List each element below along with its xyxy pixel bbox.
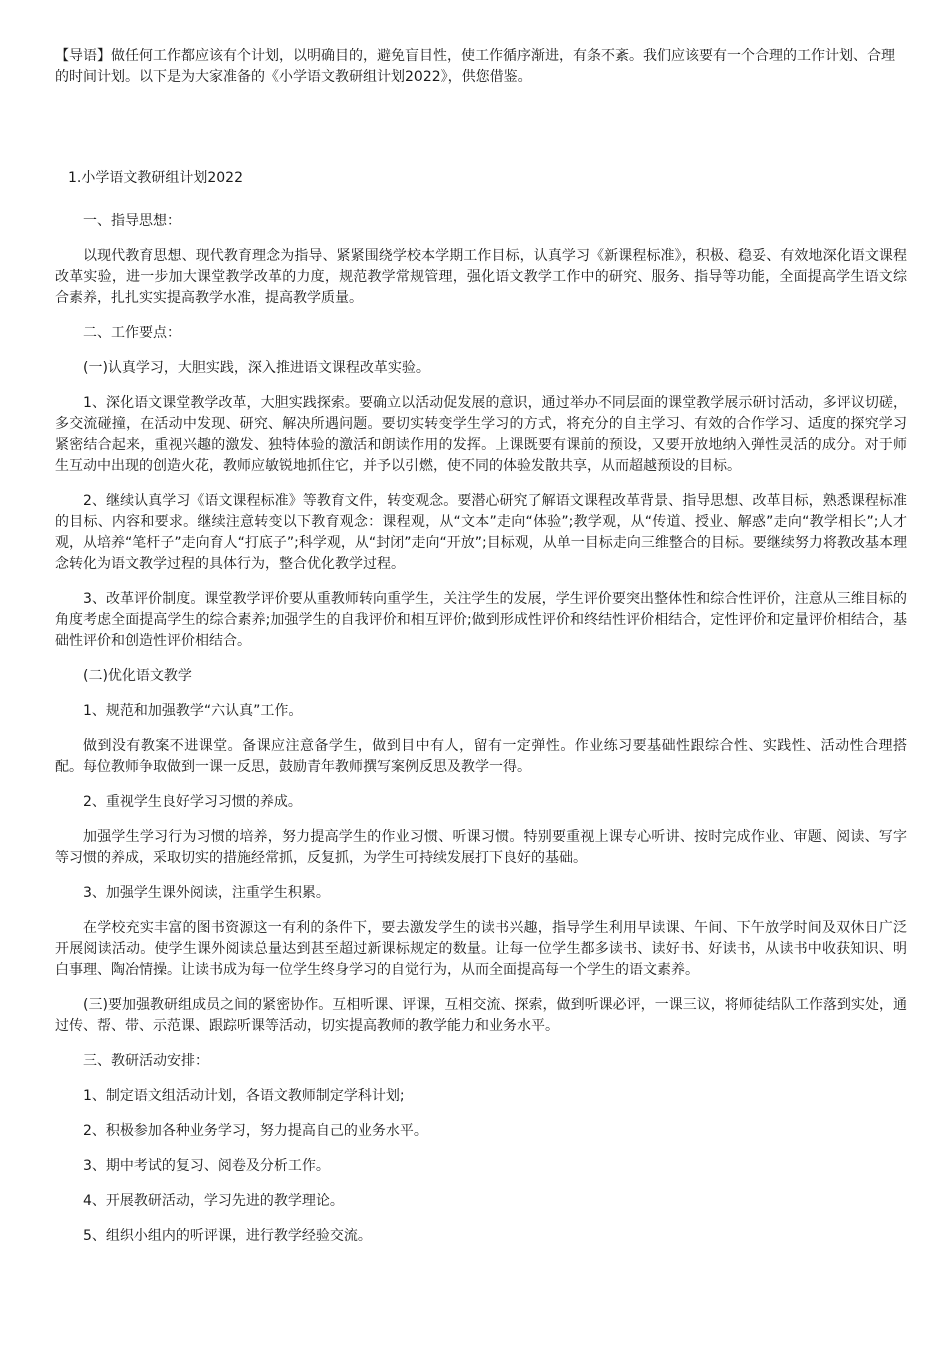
section-heading-work-points: 二、工作要点： (83, 325, 181, 341)
paragraph: 加强学生学习行为习惯的培养，努力提高学生的作业习惯、听课习惯。特别要重视上课专心听讲、按时完成作业、审题、阅读、写字等习惯的养成，采取切实的措施经常抓，反复抓，为学生可持续发展打下良好的基础。 (55, 829, 907, 866)
list-item: 3、期中考试的复习、阅卷及分析工作。 (83, 1158, 330, 1174)
document-body (55, 211, 907, 1261)
list-item: 4、开展教研活动，学习先进的教学理论。 (83, 1193, 344, 1209)
subsection-heading: (一)认真学习，大胆实践，深入推进语文课程改革实验。 (83, 360, 430, 376)
paragraph: 做到没有教案不进课堂。备课应注意备学生，做到目中有人，留有一定弹性。作业练习要基础性跟综合性、实践性、活动性合理搭配。每位教师争取做到一课一反思，鼓励青年教师撰写案例反思及教学一得。 (55, 738, 907, 775)
paragraph: (三)要加强教研组成员之间的紧密协作。互相听课、评课，互相交流、探索，做到听课必评，一课三议，将师徒结队工作落到实处，通过传、帮、带、示范课、跟踪听课等活动，切实提高教师的教学能力和业务水平。 (55, 997, 907, 1034)
paragraph: 以现代教育思想、现代教育理念为指导、紧紧围绕学校本学期工作目标，认真学习《新课程标准》，积极、稳妥、有效地深化语文课程改革实验，进一步加大课堂教学改革的力度，规范教学常规管理，强化语文教学工作中的研究、服务、指导等功能，全面提高学生语文综合素养，扎扎实实提高教学水准，提高教学质量。 (55, 248, 907, 306)
list-item: 5、组织小组内的听评课，进行教学经验交流。 (83, 1228, 372, 1244)
paragraph: 2、继续认真学习《语文课程标准》等教育文件，转变观念。要潜心研究了解语文课程改革背景、指导思想、改革目标，熟悉课程标准的目标、内容和要求。继续注意转变以下教育观念：课程观，从“文本”走向“体验”;教学观，从“传道、授业、解惑”走向“教学相长”;人才观，从培养“笔杆子”走向育人“打底子”;科学观，从“封闭”走向“开放”;目标观，从单一目标走向三维整合的目标。要继续努力将教改基本理念转化为语文教学过程的具体行为，整合优化教学过程。 (55, 493, 907, 572)
section-heading-guiding-thought: 一、指导思想： (83, 213, 181, 229)
document-title: 1.小学语文教研组计划2022 (68, 170, 243, 186)
paragraph: 1、深化语文课堂教学改革，大胆实践探索。要确立以活动促发展的意识，通过举办不同层面的课堂教学展示研讨活动，多评议切磋，多交流碰撞，在活动中发现、研究、解决所遇问题。要切实转变学生学习的方式，将充分的自主学习、有效的合作学习、适度的探究学习紧密结合起来，重视兴趣的激发、独特体验的激活和朗读作用的发挥。上课既要有课前的预设，又要开放地纳入弹性灵活的成分。对于师生互动中出现的创造火花，教师应敏锐地抓住它，并予以引燃，使不同的体验发散共享，从而超越预设的目标。 (55, 395, 907, 474)
list-item: 1、规范和加强教学“六认真”工作。 (83, 703, 303, 719)
list-item: 3、加强学生课外阅读，注重学生积累。 (83, 885, 330, 901)
list-item: 2、重视学生良好学习习惯的养成。 (83, 794, 302, 810)
list-item: 1、制定语文组活动计划，各语文教师制定学科计划; (83, 1088, 405, 1104)
intro-paragraph: 【导语】做任何工作都应该有个计划，以明确目的，避免盲目性，使工作循序渐进，有条不紊。我们应该要有一个合理的工作计划、合理的时间计划。以下是为大家准备的《小学语文教研组计划2022》，供您借鉴。 (55, 48, 895, 85)
section-heading-activities: 三、教研活动安排： (83, 1053, 209, 1069)
list-item: 2、积极参加各种业务学习，努力提高自己的业务水平。 (83, 1123, 428, 1139)
subsection-heading: (二)优化语文教学 (83, 668, 192, 684)
paragraph: 3、改革评价制度。课堂教学评价要从重教师转向重学生，关注学生的发展，学生评价要突出整体性和综合性评价，注意从三维目标的角度考虑全面提高学生的综合素养;加强学生的自我评价和相互评价;做到形成性评价和终结性评价相结合，定性评价和定量评价相结合，基础性评价和创造性评价相结合。 (55, 591, 907, 649)
paragraph: 在学校充实丰富的图书资源这一有利的条件下，要去激发学生的读书兴趣，指导学生利用早读课、午间、下午放学时间及双休日广泛开展阅读活动。使学生课外阅读总量达到甚至超过新课标规定的数量。让每一位学生都多读书、读好书、好读书，从读书中收获知识、明白事理、陶冶情操。让读书成为每一位学生终身学习的自觉行为，从而全面提高每一个学生的语文素养。 (55, 920, 907, 978)
